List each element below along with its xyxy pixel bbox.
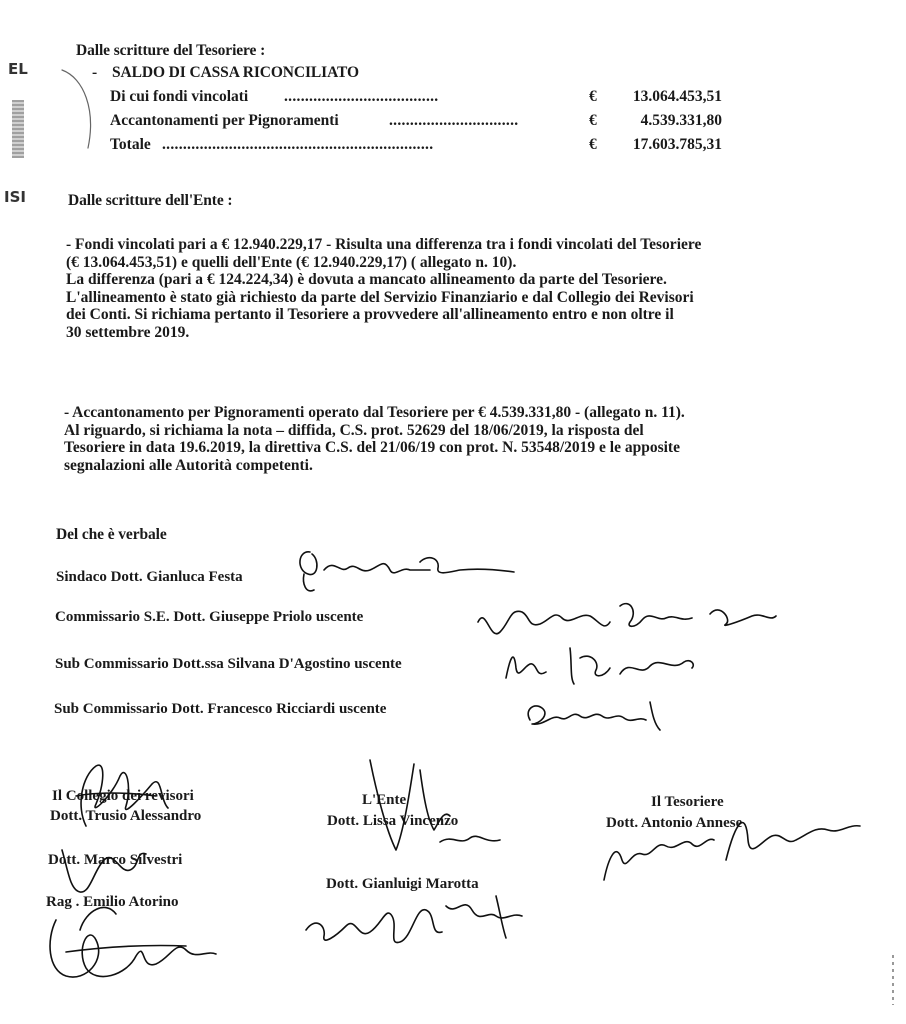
official-sub-commissario-ricciardi: Sub Commissario Dott. Francesco Ricciardi uscente <box>54 701 387 717</box>
tesoriere-heading: Dalle scritture del Tesoriere : <box>76 42 266 59</box>
paragraph-pignoramenti <box>64 404 824 474</box>
saldo-row-dots: ............................... <box>389 112 519 129</box>
paragraph-line: - Accantonamento per Pignoramenti operato dal Tesoriere per € 4.539.331,80 - (allegato n. 11). <box>64 404 685 421</box>
paragraph-line: segnalazioni alle Autorità competenti. <box>64 456 313 474</box>
saldo-row-vincolati <box>92 88 722 108</box>
paragraph-line: Al riguardo, si richiama la nota – diffida, C.S. prot. 52629 del 18/06/2019, la risposta del <box>64 421 644 439</box>
tesoriere-annese: Dott. Antonio Annese <box>606 815 743 831</box>
signature-ricciardi <box>520 690 670 738</box>
paragraph-fondi-vincolati <box>66 236 826 341</box>
saldo-row-totale <box>92 136 722 156</box>
paragraph-line: 30 settembre 2019. <box>66 323 190 341</box>
revisore-trusio: Dott. Trusio Alessandro <box>50 808 202 824</box>
paragraph-line: L'allineamento è stato già richiesto da parte del Servizio Finanziario e dal Collegio dei Revisori <box>66 288 694 306</box>
paragraph-line: - Fondi vincolati pari a € 12.940.229,17 - Risulta una differenza tra i fondi vincolati del Tesoriere <box>66 236 702 253</box>
saldo-row-pignoramenti <box>92 112 722 132</box>
paragraph-line: dei Conti. Si richiama pertanto il Tesoriere a provvedere all'allineamento entro e non oltre il <box>66 306 674 323</box>
paragraph-line: Tesoriere in data 19.6.2019, la direttiva C.S. del 21/06/19 con prot. N. 53548/2019 e le apposite <box>64 439 680 456</box>
saldo-row-currency: € <box>589 112 597 129</box>
paragraph-line: La differenza (pari a € 124.224,34) è dovuta a mancato allineamento da parte del Tesoriere. <box>66 271 667 288</box>
saldo-row-currency: € <box>589 88 597 105</box>
signature-dagostino <box>500 638 700 692</box>
saldo-label: SALDO DI CASSA RICONCILIATO <box>112 64 359 81</box>
ente-heading: Dalle scritture dell'Ente : <box>68 192 233 209</box>
paragraph-line: (€ 13.064.453,51) e quelli dell'Ente (€ 12.940.229,17) ( allegato n. 10). <box>66 253 517 271</box>
ente-lissa: Dott. Lissa Vincenzo <box>327 813 459 829</box>
saldo-row-label: Totale <box>110 136 151 153</box>
signature-atorino <box>36 880 226 990</box>
saldo-row-amount: 17.603.785,31 <box>632 136 722 153</box>
saldo-row-currency: € <box>589 136 597 153</box>
signature-festa <box>290 540 520 600</box>
signature-lissa <box>360 750 510 860</box>
signature-trusio <box>56 756 226 836</box>
saldo-row-label: Di cui fondi vincolati <box>110 88 249 105</box>
margin-stamp-mark: ISI <box>4 188 26 206</box>
saldo-bullet: - <box>92 64 98 81</box>
tesoriere-signatory-heading: Il Tesoriere <box>651 794 724 810</box>
signature-marotta <box>296 886 536 956</box>
revisore-atorino: Rag . Emilio Atorino <box>46 894 179 910</box>
official-commissario: Commissario S.E. Dott. Giuseppe Priolo uscente <box>55 609 364 625</box>
saldo-row-amount: 13.064.453,51 <box>632 88 722 105</box>
margin-stamp-smudge <box>12 100 24 158</box>
closing-text: Del che è verbale <box>56 526 167 543</box>
official-sindaco: Sindaco Dott. Gianluca Festa <box>56 569 243 585</box>
ente-signatories-heading: L'Ente <box>362 792 407 808</box>
ente-marotta: Dott. Gianluigi Marotta <box>326 876 479 892</box>
revisori-heading: Il Collegio dei revisori <box>52 788 194 804</box>
saldo-row-dots: ..................................... <box>284 88 439 105</box>
saldo-row-amount: 4.539.331,80 <box>640 112 722 129</box>
saldo-row-label: Accantonamenti per Pignoramenti <box>110 112 339 129</box>
margin-stamp-mark: EL <box>8 60 28 78</box>
saldo-row-dots: ................................................................. <box>162 136 434 153</box>
official-sub-commissario-dagostino: Sub Commissario Dott.ssa Silvana D'Agostino uscente <box>55 656 402 672</box>
signature-annese <box>596 800 866 890</box>
revisore-silvestri: Dott. Marco Silvestri <box>48 852 183 868</box>
right-edge-mark <box>892 955 894 1005</box>
